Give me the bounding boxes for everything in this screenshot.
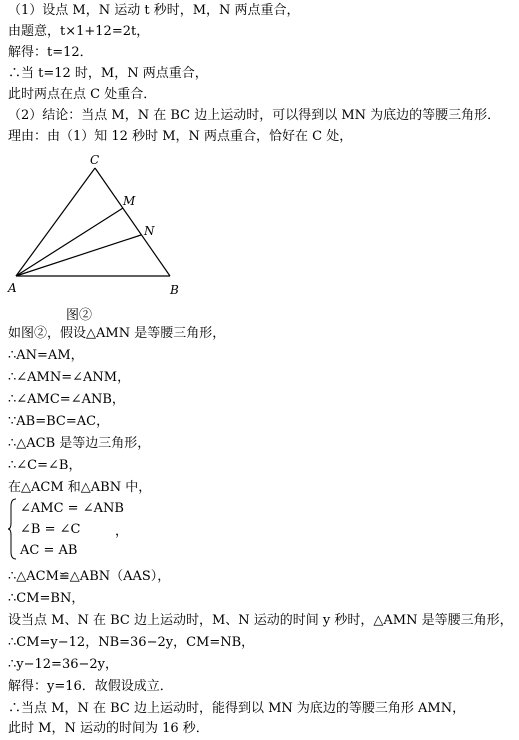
solution-line-1: （1）设点 M，N 运动 t 秒时，M，N 两点重合， bbox=[8, 3, 300, 18]
conclusion-line-2: ∴CM=BN， bbox=[8, 591, 85, 606]
conclusion-line-7: ∴当点 M，N 在 BC 边上运动时，能得到以 MN 为底边的等腰三角形 AMN， bbox=[8, 701, 466, 716]
system-brace bbox=[8, 498, 18, 560]
conclusion-line-8: 此时 M，N 运动的时间为 16 秒． bbox=[8, 721, 209, 736]
proof-line-6: ∴△ACB 是等边三角形， bbox=[8, 436, 151, 451]
solution-line-5: 此时两点在点 C 处重合． bbox=[8, 87, 157, 102]
proof-line-8: 在△ACM 和△ABN 中， bbox=[8, 480, 152, 495]
conclusion-line-4: ∴CM=y−12，NB=36−2y，CM=NB， bbox=[8, 635, 255, 650]
proof-line-5: ∵AB=BC=AC， bbox=[8, 414, 110, 429]
system-line-3: AC = AB bbox=[20, 543, 78, 558]
label-c: C bbox=[90, 153, 100, 167]
label-m: M bbox=[123, 194, 136, 208]
system-comma: ， bbox=[115, 524, 129, 539]
conclusion-line-1: ∴△ACM≌△ABN（AAS）， bbox=[8, 569, 171, 584]
label-b: B bbox=[170, 283, 179, 297]
proof-line-4: ∴∠AMC=∠ANB， bbox=[8, 392, 125, 407]
solution-line-2: 由题意，t×1+12=2t， bbox=[8, 24, 150, 39]
reason-statement: 理由：由（1）知 12 秒时 M，N 两点重合，恰好在 C 处， bbox=[8, 129, 353, 144]
proof-line-7: ∴∠C=∠B， bbox=[8, 458, 82, 473]
conclusion-line-3: 设当点 M、N 在 BC 边上运动时，M、N 运动的时间 y 秒时，△AMN 是等腰三角形， bbox=[8, 613, 513, 628]
figure-caption: 图② bbox=[66, 308, 93, 323]
segment-am bbox=[16, 208, 123, 276]
side-ac bbox=[16, 168, 95, 276]
triangle-diagram bbox=[4, 152, 204, 302]
label-n: N bbox=[144, 224, 155, 238]
solution-line-3: 解得：t=12． bbox=[8, 45, 93, 60]
system-line-1: ∠AMC = ∠ANB bbox=[20, 501, 124, 516]
segment-an bbox=[16, 235, 141, 276]
proof-line-2: ∴AN=AM， bbox=[8, 348, 84, 363]
system-line-2: ∠B = ∠C bbox=[20, 522, 81, 537]
conclusion-line-6: 解得：y=16．故假设成立． bbox=[8, 679, 173, 694]
solution-line-4: ∴当 t=12 时，M，N 两点重合， bbox=[8, 66, 208, 81]
proof-line-1: 如图②，假设△AMN 是等腰三角形， bbox=[8, 326, 226, 341]
conclusion-statement: （2）结论：当点 M，N 在 BC 边上运动时，可以得到以 MN 为底边的等腰三角形． bbox=[8, 108, 501, 123]
side-cb bbox=[95, 168, 170, 276]
label-a: A bbox=[8, 281, 17, 295]
conclusion-line-5: ∴y−12=36−2y， bbox=[8, 657, 118, 672]
proof-line-3: ∴∠AMN=∠ANM， bbox=[8, 370, 131, 385]
